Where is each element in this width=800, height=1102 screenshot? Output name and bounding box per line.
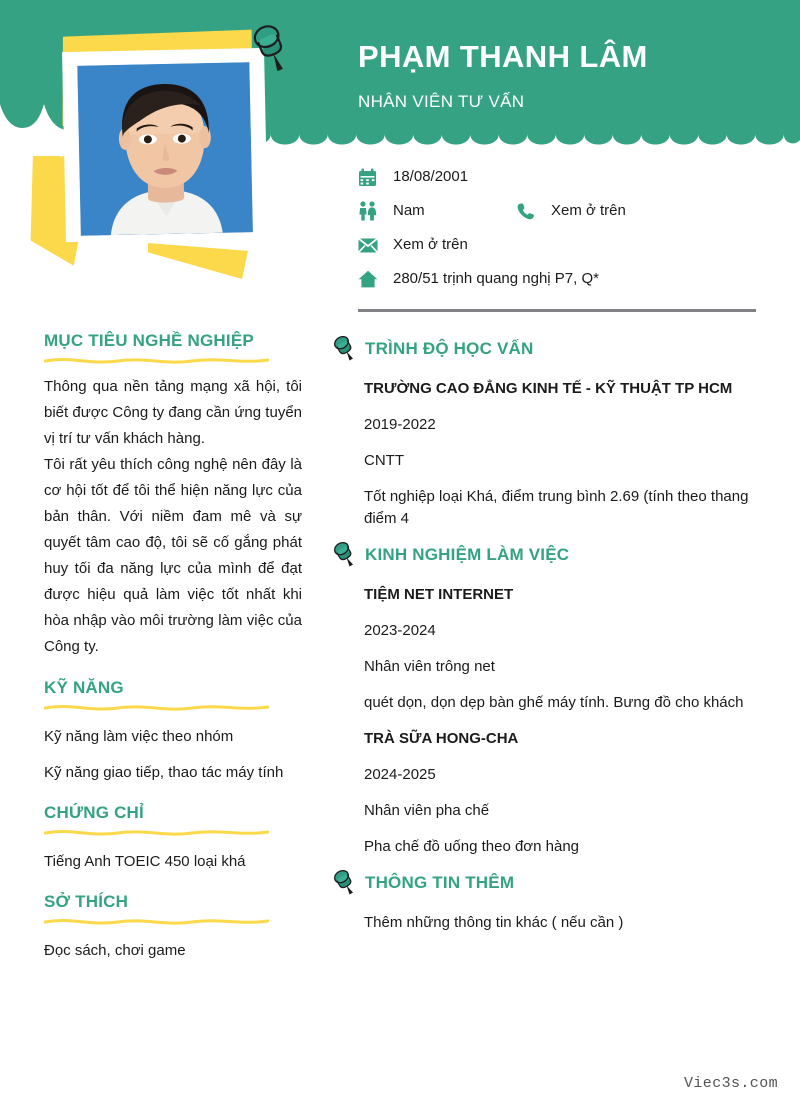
section-skills	[44, 677, 302, 785]
section-heading: SỞ THÍCH	[44, 892, 129, 911]
entry-position: Nhân viên trông net	[364, 658, 495, 675]
entry-period: 2024-2025	[364, 766, 436, 783]
left-column	[44, 330, 302, 963]
contact-row	[358, 228, 758, 262]
contact-value-address: 280/51 trịnh quang nghị P7, Q*	[393, 270, 599, 287]
header-left-notch	[0, 0, 68, 152]
section-heading: KINH NGHIỆM LÀM VIỆC	[365, 545, 570, 564]
certificate-item: Tiếng Anh TOEIC 450 loại khá	[44, 853, 246, 870]
home-icon	[358, 268, 382, 290]
section-additional-info	[330, 868, 770, 934]
gender-icon	[358, 200, 382, 222]
contact-row	[358, 262, 758, 296]
contact-value-birthdate: 18/08/2001	[393, 168, 469, 185]
entry-detail: Tốt nghiệp loại Khá, điểm trung bình 2.69 (tính theo thang điểm 4	[364, 488, 749, 527]
push-pin-icon	[330, 541, 360, 569]
section-heading-row	[330, 540, 770, 570]
section-certificates	[44, 802, 302, 874]
section-heading: TRÌNH ĐỘ HỌC VẤN	[365, 339, 534, 358]
push-pin-icon	[330, 869, 360, 897]
wavy-underline	[44, 702, 269, 713]
skill-item: Kỹ năng làm việc theo nhóm	[44, 728, 234, 745]
entry-detail: Thêm những thông tin khác ( nếu cần )	[364, 914, 624, 931]
section-heading: KỸ NĂNG	[44, 678, 124, 697]
entry-title: TRÀ SỮA HONG-CHA	[364, 730, 519, 747]
entry-period: 2019-2022	[364, 416, 436, 433]
entry-position: Nhân viên pha chế	[364, 802, 490, 819]
skill-item: Kỹ năng giao tiếp, thao tác máy tính	[44, 764, 284, 781]
entry-period: 2023-2024	[364, 622, 436, 639]
avatar	[77, 62, 253, 236]
section-education	[330, 334, 770, 530]
job-title: NHÂN VIÊN TƯ VẤN	[358, 92, 525, 111]
wavy-underline	[44, 827, 269, 838]
envelope-icon	[358, 234, 382, 256]
wavy-underline	[44, 355, 269, 366]
push-pin-icon	[330, 335, 360, 363]
entry-detail: Pha chế đồ uống theo đơn hàng	[364, 838, 580, 855]
header-text-block	[358, 38, 648, 114]
section-paragraph: Thông qua nền tảng mạng xã hội, tôi biết được Công ty đang cần ứng tuyển vị trí tư vấn khách hàng.	[44, 378, 302, 447]
push-pin-icon	[247, 23, 293, 73]
contact-value-phone: Xem ở trên	[551, 202, 626, 219]
contact-item-gender	[358, 200, 516, 222]
site-watermark: Viec3s.com	[683, 1075, 778, 1092]
entry-detail: quét dọn, dọn dẹp bàn ghế máy tính. Bưng đồ cho khách	[364, 694, 744, 711]
contact-item-phone	[516, 200, 626, 222]
section-career-objective	[44, 330, 302, 660]
phone-icon	[516, 200, 540, 222]
section-experience	[330, 540, 770, 858]
entry-title: TIỆM NET INTERNET	[364, 586, 514, 603]
section-heading-row	[330, 334, 770, 364]
section-paragraph: Tôi rất yêu thích công nghệ nên đây là cơ hội tốt để tôi thể hiện năng lực của bản thân. Với niềm đam mê và sự quyết tâm cao độ, tôi sẽ cố gắng phát huy tối đa năng lực của mình để đạt được hiệu quả làm việc tốt nhất khi hòa nhập vào môi trường làm việc của Công ty.	[44, 456, 302, 655]
contact-item-birthdate	[358, 166, 516, 188]
contact-value-email: Xem ở trên	[393, 236, 468, 253]
section-heading-row	[330, 868, 770, 898]
contact-item-email	[358, 234, 516, 256]
contact-divider	[358, 309, 756, 312]
entry-major: CNTT	[364, 452, 404, 469]
contact-block	[358, 160, 758, 296]
entry-title: TRƯỜNG CAO ĐẲNG KINH TẾ - KỸ THUẬT TP HCM	[364, 380, 733, 397]
calendar-icon	[358, 166, 382, 188]
section-body	[330, 378, 770, 530]
contact-item-address	[358, 268, 599, 290]
yellow-shape-under-photo	[148, 243, 248, 279]
photo-frame	[62, 48, 268, 242]
contact-row	[358, 194, 758, 228]
wavy-underline	[44, 916, 269, 927]
page-title: PHẠM THANH LÂM	[358, 39, 648, 74]
hobby-item: Đọc sách, chơi game	[44, 942, 186, 959]
section-hobbies	[44, 891, 302, 963]
section-body	[330, 912, 770, 934]
section-heading: THÔNG TIN THÊM	[365, 873, 515, 892]
contact-row	[358, 160, 758, 194]
section-heading: MỤC TIÊU NGHỀ NGHIỆP	[44, 331, 254, 350]
contact-value-gender: Nam	[393, 202, 425, 219]
section-body	[330, 584, 770, 858]
right-column	[330, 334, 770, 934]
section-heading: CHỨNG CHỈ	[44, 803, 144, 822]
